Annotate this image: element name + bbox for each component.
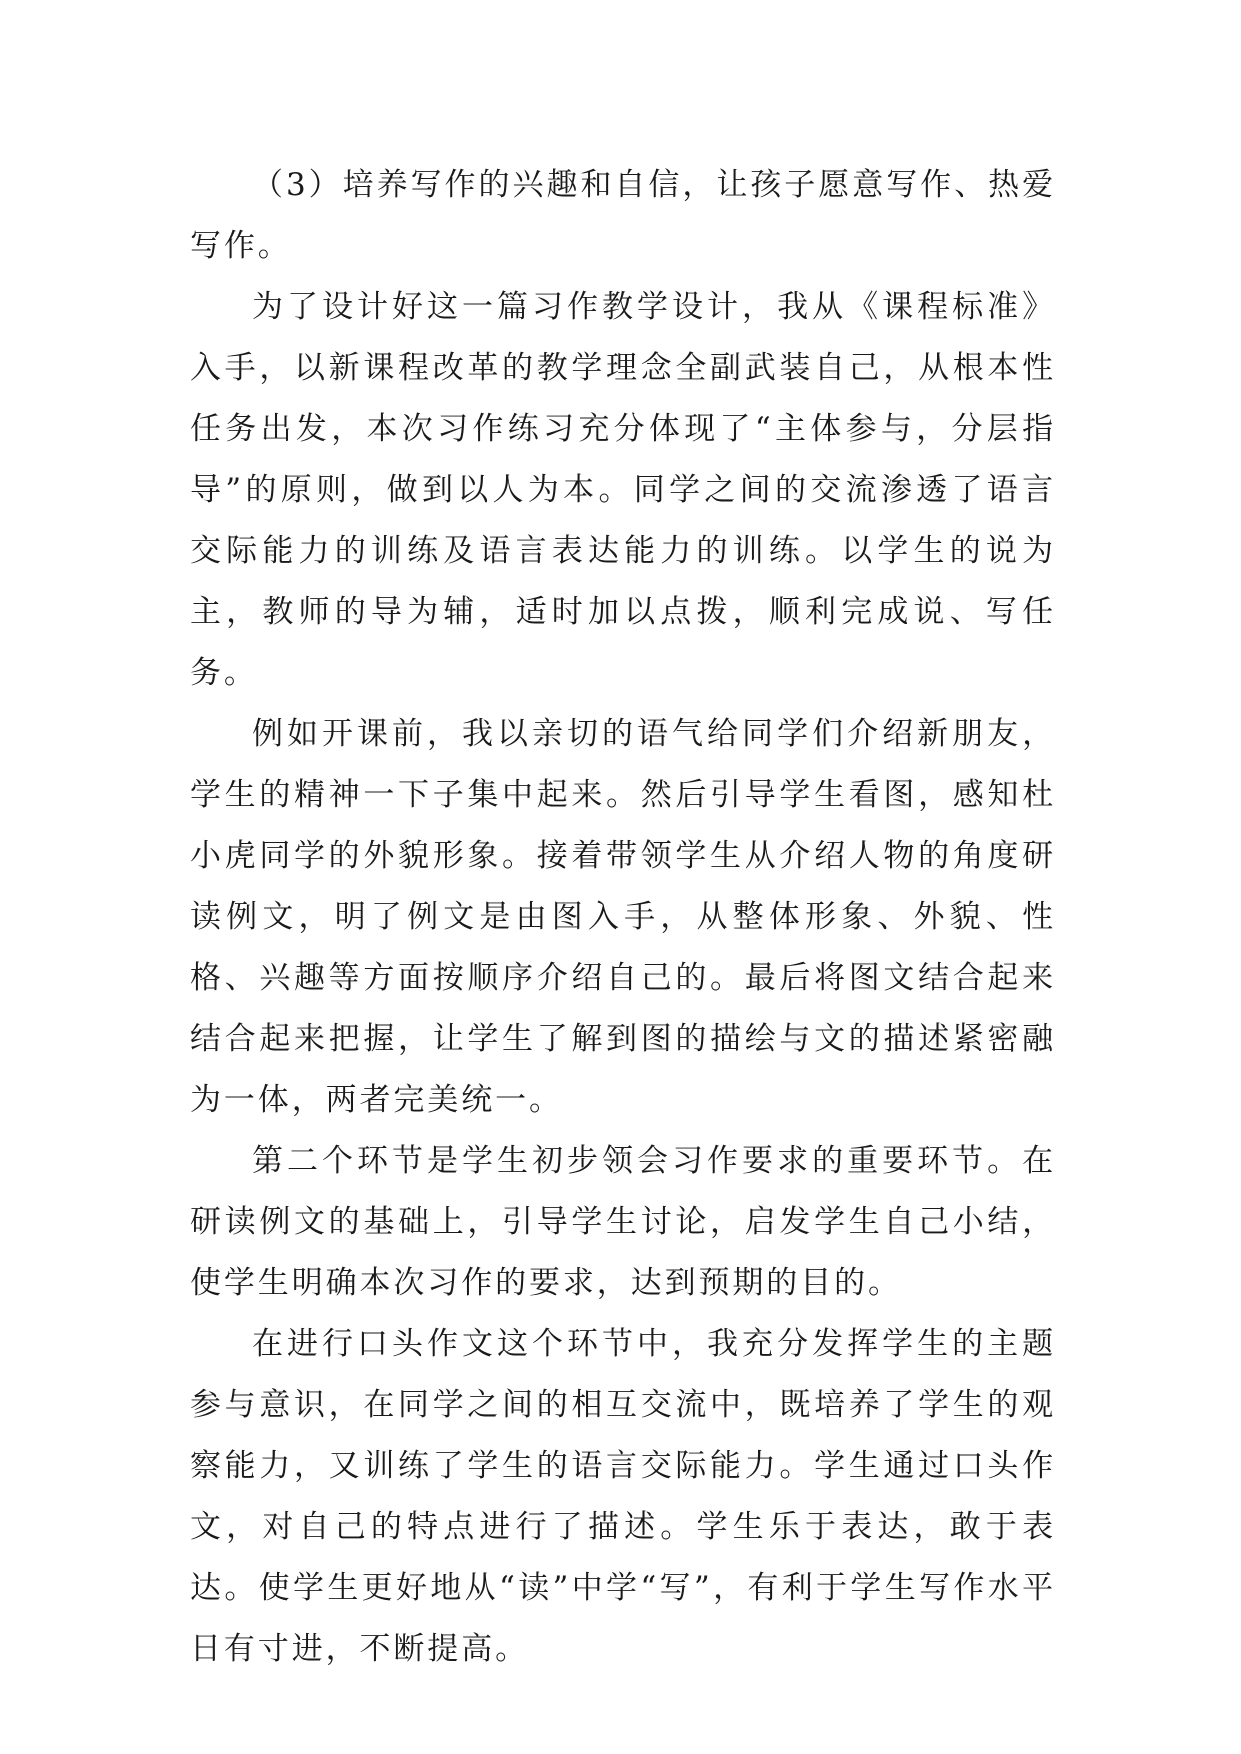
paragraph-2: 为了设计好这一篇习作教学设计，我从《课程标准》入手，以新课程改革的教学理念全副武装自己，从根本性任务出发，本次习作练习充分体现了“主体参与，分层指导”的原则，做到以人为本。同学之间的交流渗透了语言交际能力的训练及语言表达能力的训练。以学生的说为主，教师的导为辅，适时加以点拨，顺利完成说、写任务。 xyxy=(190,289,1056,691)
paragraph-3: 例如开课前，我以亲切的语气给同学们介绍新朋友，学生的精神一下子集中起来。然后引导学生看图，感知杜小虎同学的外貌形象。接着带领学生从介绍人物的角度研读例文，明了例文是由图入手，从整体形象、外貌、性格、兴趣等方面按顺序介绍自己的。最后将图文结合起来结合起来把握，让学生了解到图的描绘与文的描述紧密融为一体，两者完美统一。 xyxy=(190,716,1056,1118)
paragraph-1: （3）培养写作的兴趣和自信，让孩子愿意写作、热爱写作。 xyxy=(190,167,1056,264)
paragraph-4: 第二个环节是学生初步领会习作要求的重要环节。在研读例文的基础上，引导学生讨论，启发学生自己小结，使学生明确本次习作的要求，达到预期的目的。 xyxy=(190,1143,1056,1301)
paragraph-5: 在进行口头作文这个环节中，我充分发挥学生的主题参与意识，在同学之间的相互交流中，既培养了学生的观察能力，又训练了学生的语言交际能力。学生通过口头作文，对自己的特点进行了描述。学生乐于表达，敢于表达。使学生更好地从“读”中学“写”，有利于学生写作水平日有寸进，不断提高。 xyxy=(190,1326,1056,1667)
document-body xyxy=(190,155,1056,1680)
